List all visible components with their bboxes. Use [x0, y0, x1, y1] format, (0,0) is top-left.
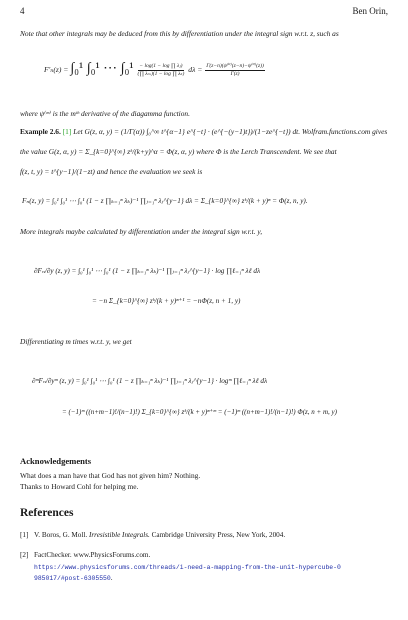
ref-2-url-line-2[interactable]: 985017/#post-6305550 [34, 575, 111, 582]
citation-link[interactable]: [1] [62, 127, 72, 136]
more-integrals-text: More integrals maybe calculated by differentiation under the integral sign w.r.t. y, [20, 227, 263, 236]
example-text-1: Let G(z, α, y) = (1/Γ(α)) ∫₀^∞ t^{α−1} e^{−t} · (e^{−(y−1)t})/(1−ze^{−t}) dt. Wolfram.functions.com gives [73, 127, 388, 136]
differentiating-text: Differentiating m times w.r.t. y, we get [20, 337, 132, 346]
eq1-rhs [205, 63, 264, 77]
ref-2-source: FactChecker. www.PhysicsForums.com. [34, 551, 151, 559]
example-2-6 [20, 126, 392, 138]
eq1-mid: dλ = [188, 65, 203, 74]
eq1-numerator: − log(1 − log ∏ λⱼ) [139, 63, 183, 70]
example-label: Example 2.6. [20, 127, 61, 136]
eq1-integrals: ∫₀¹ ∫₀¹ ⋯ ∫₀¹ [70, 61, 134, 76]
eq1-rhs-denominator: Γ(z) [230, 70, 240, 77]
reference-2 [20, 550, 396, 584]
ack-line-2: Thanks to Howard Cohl for helping me. [20, 482, 139, 491]
ack-line-1: What does a man have that God has not given him? Nothing. [20, 471, 201, 480]
acknowledgements-heading: Acknowledgements [20, 456, 92, 466]
page-number: 4 [20, 6, 25, 16]
eq1-lhs: F′ₙ(z) = [44, 65, 69, 74]
ref-1-title: Irresistible Integrals. [88, 531, 150, 539]
equation-4a: ∂ᵐFₙ/∂yᵐ (z, y) = ∫₀¹ ∫₀¹ ⋯ ∫₀¹ (1 − z ∏ₖ₌₁ⁿ λₖ)⁻¹ ∏ⱼ₌₁ⁿ λⱼ^{y−1} · logᵐ ∏ℓ₌₁ⁿ λℓ dλ [32, 377, 268, 385]
running-author: Ben Orin, [352, 6, 388, 16]
references-heading: References [20, 507, 74, 519]
equation-2: Fₙ(z, y) = ∫₀¹ ∫₀¹ ⋯ ∫₀¹ (1 − z ∏ₖ₌₁ⁿ λₖ)⁻¹ ∏ⱼ₌₁ⁿ λⱼ^{y−1} dλ = Σ_{k=0}^{∞} zᵏ/(k + y)ⁿ = Φ(z, n, y). [22, 197, 308, 205]
ref-2-url-line-1[interactable]: https://www.physicsforums.com/threads/i-need-a-mapping-from-the-unit-hypercube-0 [34, 564, 341, 571]
ref-2-number: [2] [20, 551, 29, 559]
equation-3a: ∂Fₙ/∂y (z, y) = ∫₀¹ ∫₀¹ ⋯ ∫₀¹ (1 − z ∏ₖ₌₁ⁿ λₖ)⁻¹ ∏ⱼ₌₁ⁿ λⱼ^{y−1} · log ∏ℓ₌₁ⁿ λℓ dλ [34, 267, 261, 275]
equation-4b: = (−1)ᵐ ((n+m−1)!/(n−1)!) Σ_{k=0}^{∞} zᵏ/(k + y)ⁿ⁺ᵐ = (−1)ᵐ ((n+m−1)!/(n−1)!) Φ(z, n + m, y) [62, 408, 337, 416]
eq1-rhs-numerator: Γ(z−n)(ψ⁽⁰⁾(z−n)−ψ⁽⁰⁾(z)) [206, 63, 264, 70]
reference-1 [20, 530, 396, 540]
page-header [20, 6, 388, 16]
ref-1-authors: V. Boros, G. Moll. [34, 531, 89, 539]
ref-1-number: [1] [20, 531, 29, 539]
acknowledgements-text [20, 470, 200, 492]
example-text-2: the value G(z, α, y) = Σ_{k=0}^{∞} zᵏ/(k+y)^α = Φ(z, α, y) where Φ is the Lerch Transcendent. We see that [20, 147, 337, 156]
intro-note: Note that other integrals may be deduced from this by differentiation under the integral sign w.r.t. z, such as [20, 29, 339, 38]
where-text: where ψ⁽ᵐ⁾ is the mᵗʰ derivative of the diagamma function. [20, 109, 190, 118]
example-text-3: f(z, t, y) = t^{y−1}/(1−zt) and hence the evaluation we seek is [20, 167, 203, 176]
ref-1-publisher: Cambridge University Press, New York, 2004. [149, 531, 286, 539]
eq1-fraction [136, 63, 185, 77]
equation-1 [44, 60, 266, 77]
eq1-denominator: (∏ λₘ)(1 − log ∏ λₖ) [137, 70, 185, 77]
ref-2-url-end: . [110, 574, 113, 582]
equation-3b: = −n Σ_{k=0}^{∞} zᵏ/(k + y)ⁿ⁺¹ = −nΦ(z, n + 1, y) [92, 297, 241, 305]
